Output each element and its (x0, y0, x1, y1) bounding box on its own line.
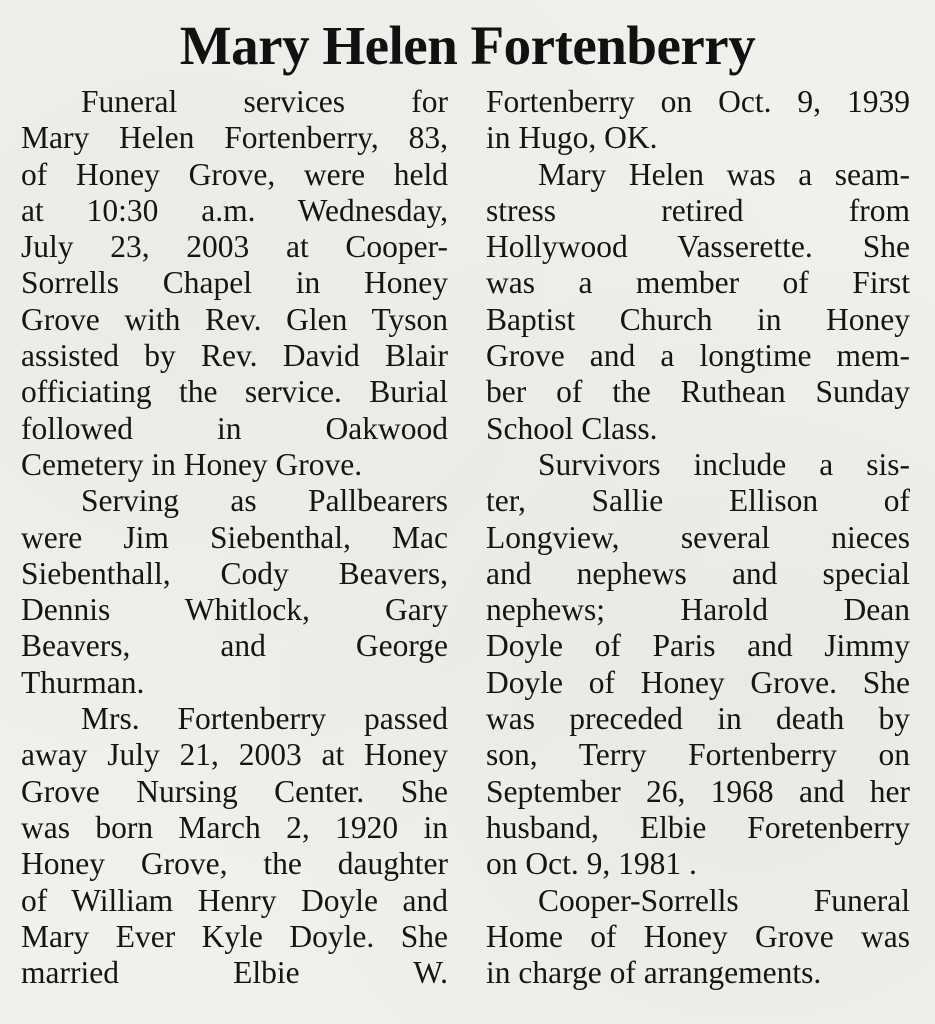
text-line: July 23, 2003 at Cooper- (21, 229, 448, 265)
obituary-headline: Mary Helen Fortenberry (179, 15, 756, 76)
text-line: husband, Elbie Foretenberry (486, 809, 910, 845)
text-line: of Honey Grove, were held (21, 156, 448, 192)
text-line: September 26, 1968 and her (486, 773, 910, 809)
text-line: Cooper-Sorrells Funeral (538, 882, 910, 918)
text-line: son, Terry Fortenberry on (486, 737, 910, 773)
text-line: Beavers, and George (21, 628, 448, 664)
text-line: in Hugo, OK. (486, 120, 658, 156)
text-line: stress retired from (486, 192, 910, 228)
text-line: Cemetery in Honey Grove. (21, 446, 363, 482)
left-column (21, 84, 448, 991)
text-line: at 10:30 a.m. Wednesday, (21, 192, 448, 228)
text-line: Dennis Whitlock, Gary (21, 592, 448, 628)
text-line: Funeral services for (81, 84, 448, 119)
text-line: in charge of arrangements. (486, 955, 822, 991)
text-line: Hollywood Vasserette. She (486, 229, 910, 265)
text-line: of William Henry Doyle and (21, 882, 448, 918)
text-line: on Oct. 9, 1981 . (486, 846, 697, 882)
text-line: Mary Helen Fortenberry, 83, (21, 120, 448, 156)
text-line: Home of Honey Grove was (486, 918, 910, 954)
text-line: officiating the service. Burial (21, 374, 448, 410)
text-line: followed in Oakwood (21, 410, 448, 446)
text-line: Grove Nursing Center. She (21, 773, 448, 809)
text-line: Doyle of Paris and Jimmy (486, 628, 910, 664)
right-column (486, 84, 910, 991)
text-line: was a member of First (486, 265, 910, 301)
text-line: Baptist Church in Honey (486, 301, 910, 337)
text-line: Siebenthall, Cody Beavers, (21, 555, 448, 591)
text-line: Thurman. (21, 664, 145, 700)
text-line: Grove with Rev. Glen Tyson (21, 301, 448, 337)
text-line: Sorrells Chapel in Honey (21, 265, 448, 301)
text-line: away July 21, 2003 at Honey (21, 737, 448, 773)
text-line: assisted by Rev. David Blair (21, 338, 448, 374)
text-line: Fortenberry on Oct. 9, 1939 (486, 84, 910, 119)
text-line: nephews; Harold Dean (486, 592, 910, 628)
text-line: Doyle of Honey Grove. She (486, 664, 910, 700)
text-line: Serving as Pallbearers (81, 483, 448, 519)
text-line: Honey Grove, the daughter (21, 846, 448, 882)
text-line: Survivors include a sis- (538, 446, 910, 482)
text-line: and nephews and special (486, 555, 910, 591)
text-line: Longview, several nieces (486, 519, 910, 555)
text-line: was preceded in death by (486, 701, 910, 737)
text-line: ter, Sallie Ellison of (486, 483, 910, 519)
text-line: Mary Ever Kyle Doyle. She (21, 918, 448, 954)
text-line: Mrs. Fortenberry passed (81, 701, 448, 737)
text-line: Grove and a longtime mem- (486, 338, 910, 374)
text-line: married Elbie W. (21, 955, 448, 991)
text-line: Mary Helen was a seam- (538, 156, 910, 192)
text-line: School Class. (486, 410, 658, 446)
text-line: were Jim Siebenthal, Mac (21, 519, 448, 555)
text-line: was born March 2, 1920 in (21, 809, 448, 845)
text-line: ber of the Ruthean Sunday (486, 374, 910, 410)
